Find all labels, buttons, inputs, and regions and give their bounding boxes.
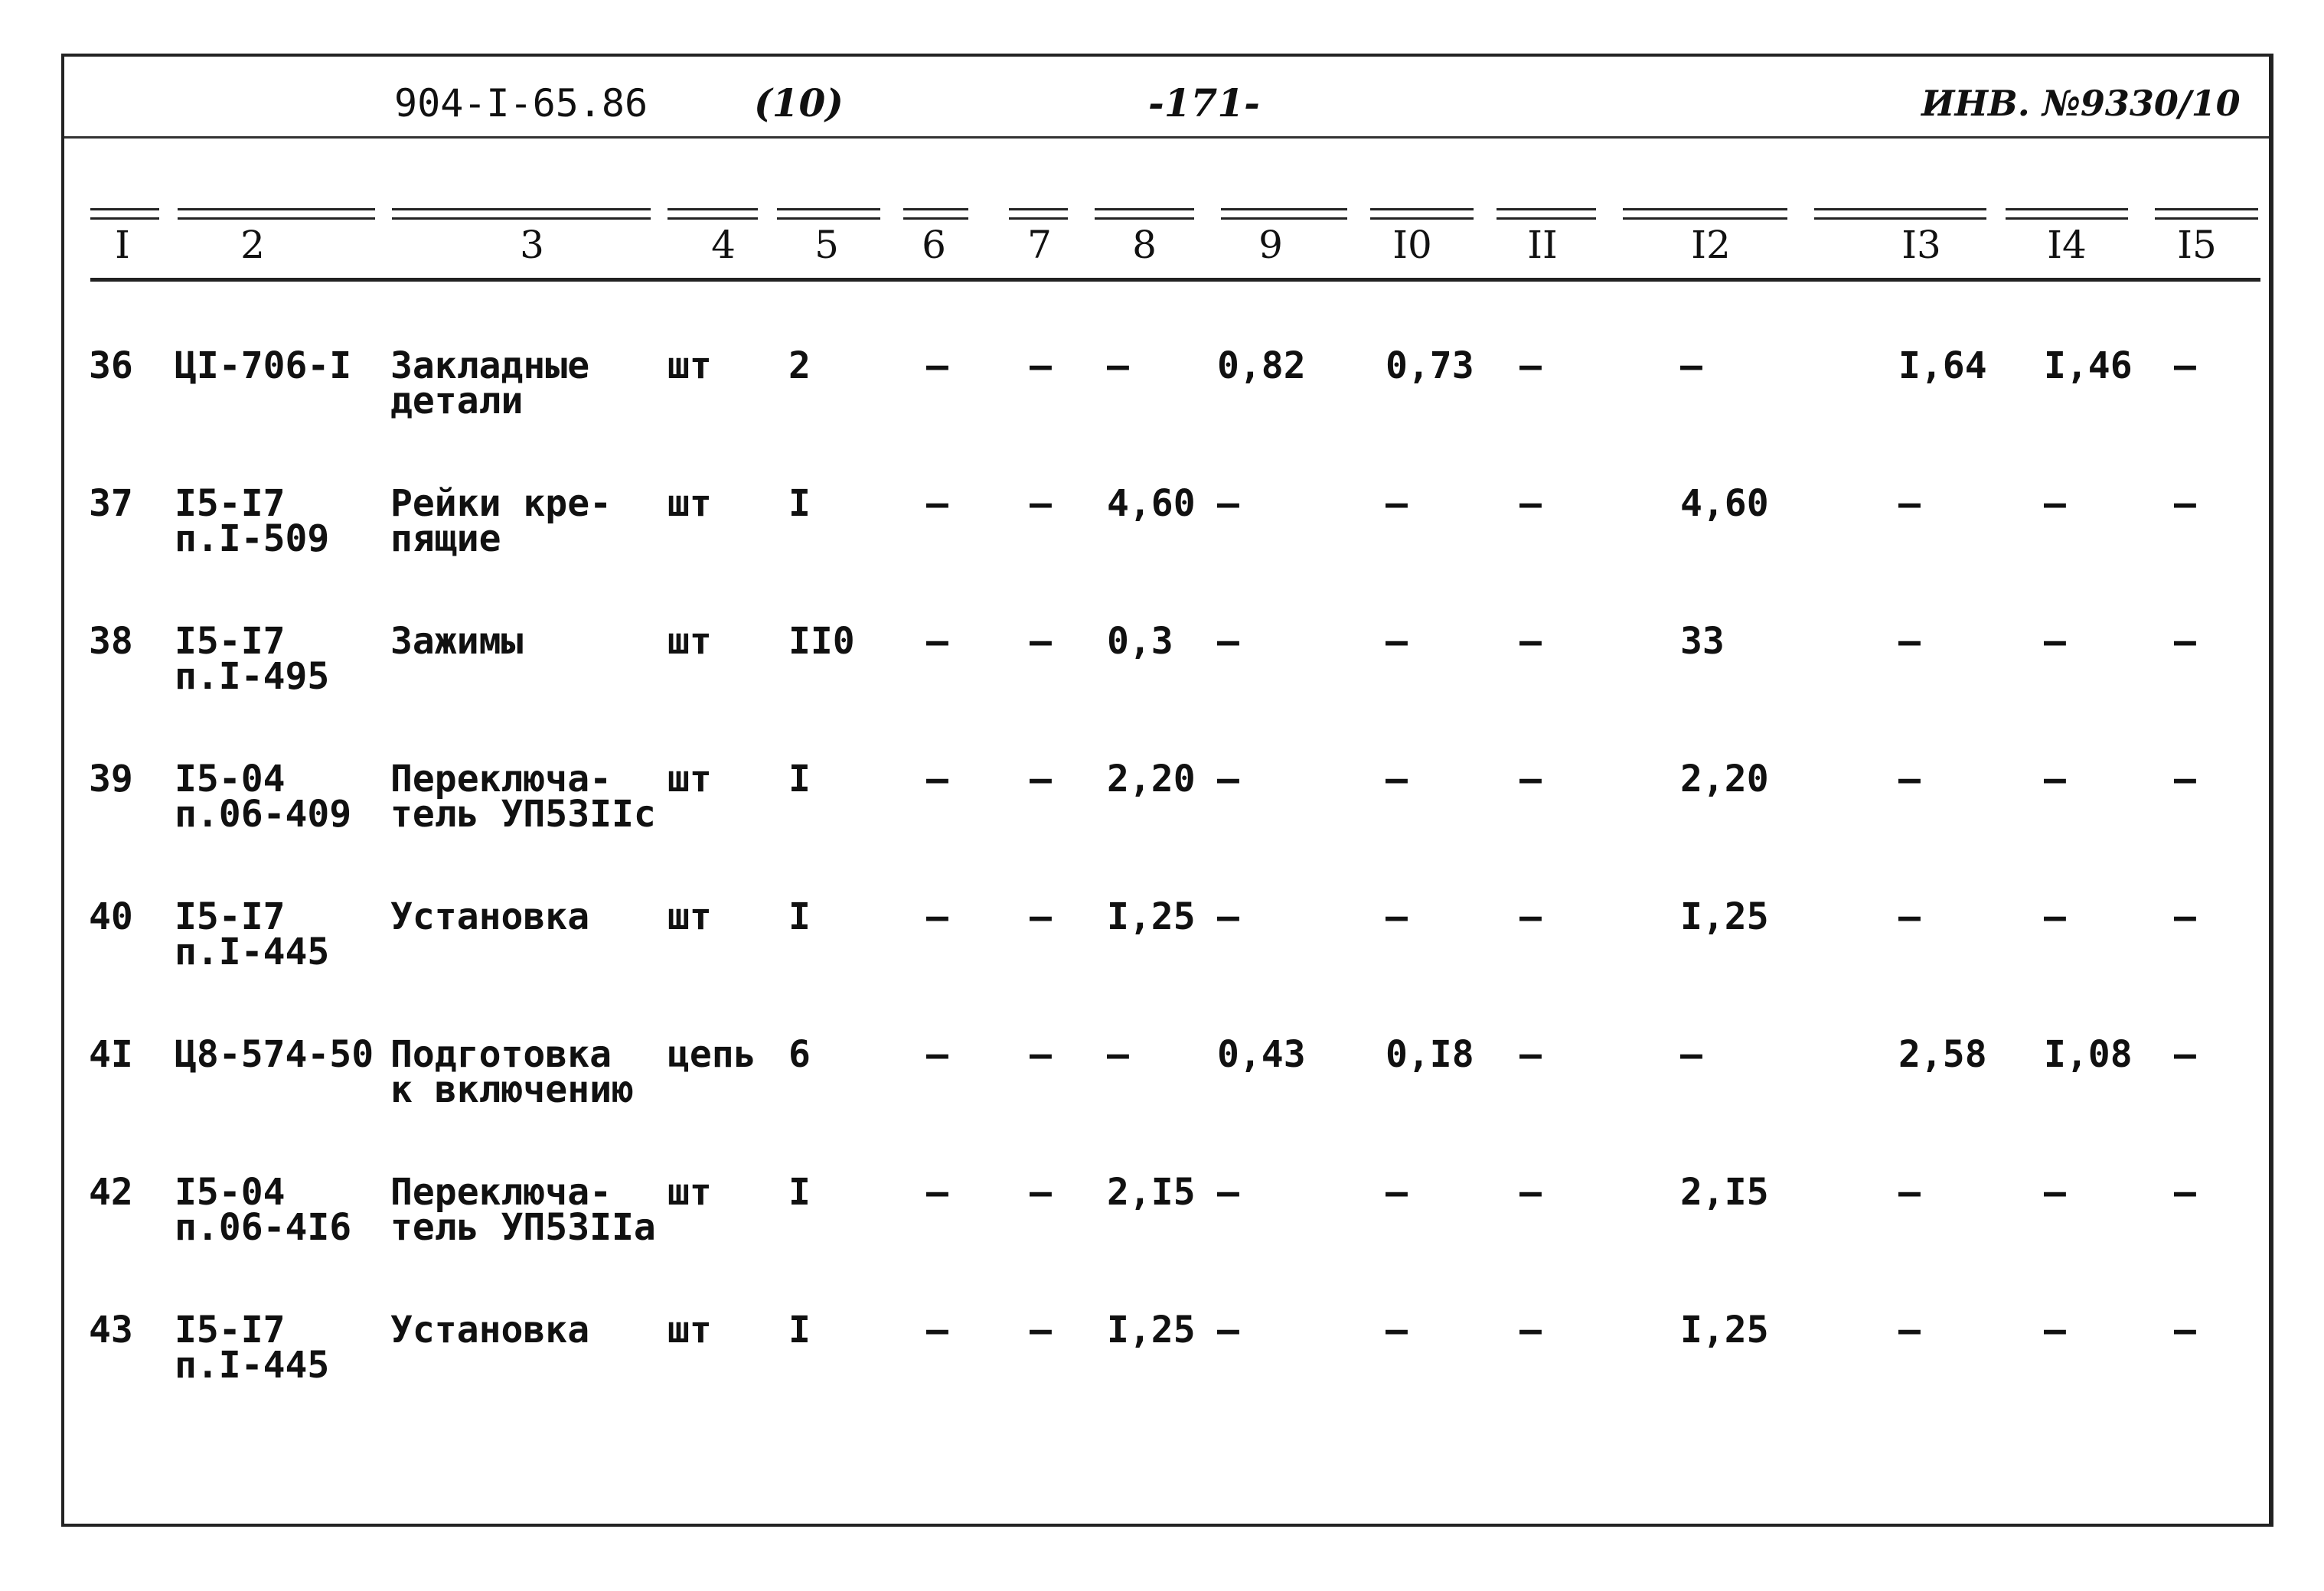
column-header-rule bbox=[1814, 208, 1986, 210]
cell-c6: – bbox=[926, 1171, 948, 1214]
column-header: I4 bbox=[2047, 223, 2087, 267]
cell-c8: 2,20 bbox=[1107, 758, 1196, 800]
cell-c15: – bbox=[2174, 344, 2196, 387]
cell-c7: – bbox=[1030, 1171, 1052, 1214]
cell-c15: – bbox=[2174, 482, 2196, 525]
cell-c14: – bbox=[2044, 895, 2066, 938]
cell-c2: I5-04 bbox=[175, 758, 286, 800]
cell-c2: I5-I7 bbox=[175, 482, 286, 525]
cell-c3: Подготовка bbox=[390, 1033, 612, 1076]
cell-c12: 4,60 bbox=[1680, 482, 1769, 525]
cell-c9: – bbox=[1217, 895, 1239, 938]
column-header-rule bbox=[1009, 217, 1068, 220]
column-header-rule bbox=[90, 208, 159, 210]
cell-c8: I,25 bbox=[1107, 1309, 1196, 1351]
cell-c4: шт bbox=[667, 1171, 712, 1214]
cell-c2-line2: п.I-445 bbox=[175, 1344, 330, 1387]
cell-c10: – bbox=[1386, 1309, 1408, 1351]
cell-c2-line2: п.I-509 bbox=[175, 517, 330, 560]
column-header: I3 bbox=[1901, 223, 1941, 267]
cell-c5: 6 bbox=[788, 1033, 811, 1076]
cell-c5: II0 bbox=[788, 620, 855, 663]
cell-c14: I,08 bbox=[2044, 1033, 2133, 1076]
cell-c9: – bbox=[1217, 1309, 1239, 1351]
cell-c13: 2,58 bbox=[1898, 1033, 1987, 1076]
column-header: 9 bbox=[1258, 223, 1283, 267]
column-header: 2 bbox=[240, 223, 265, 267]
cell-c11: – bbox=[1519, 1309, 1542, 1351]
cell-c11: – bbox=[1519, 895, 1542, 938]
cell-c13: – bbox=[1898, 1171, 1921, 1214]
cell-c14: I,46 bbox=[2044, 344, 2133, 387]
page-number: -171- bbox=[1148, 80, 1260, 126]
cell-c8: – bbox=[1107, 1033, 1129, 1076]
cell-c2: I5-04 bbox=[175, 1171, 286, 1214]
cell-c13: I,64 bbox=[1898, 344, 1987, 387]
column-header: 8 bbox=[1132, 223, 1157, 267]
cell-c2: I5-I7 bbox=[175, 1309, 286, 1351]
header-divider bbox=[64, 136, 2269, 139]
cell-c7: – bbox=[1030, 482, 1052, 525]
cell-c8: I,25 bbox=[1107, 895, 1196, 938]
cell-c2: ЦI-706-I bbox=[175, 344, 352, 387]
cell-c12: – bbox=[1680, 1033, 1702, 1076]
cell-c2-line2: п.I-445 bbox=[175, 931, 330, 973]
cell-c10: 0,I8 bbox=[1386, 1033, 1474, 1076]
cell-c1: 42 bbox=[89, 1171, 133, 1214]
cell-c15: – bbox=[2174, 895, 2196, 938]
cell-c5: I bbox=[788, 482, 811, 525]
column-header-rule bbox=[1623, 208, 1787, 210]
cell-c7: – bbox=[1030, 344, 1052, 387]
cell-c6: – bbox=[926, 344, 948, 387]
doc-code: 904-I-65.86 bbox=[394, 81, 648, 126]
cell-c1: 38 bbox=[89, 620, 133, 663]
cell-c12: I,25 bbox=[1680, 1309, 1769, 1351]
cell-c2-line2: п.06-409 bbox=[175, 793, 352, 836]
column-header-rule bbox=[1370, 217, 1474, 220]
cell-c1: 37 bbox=[89, 482, 133, 525]
cell-c1: 39 bbox=[89, 758, 133, 800]
cell-c2: Ц8-574-50 bbox=[175, 1033, 374, 1076]
cell-c13: – bbox=[1898, 1309, 1921, 1351]
cell-c15: – bbox=[2174, 1309, 2196, 1351]
cell-c12: – bbox=[1680, 344, 1702, 387]
cell-c12: 2,20 bbox=[1680, 758, 1769, 800]
cell-c5: I bbox=[788, 758, 811, 800]
cell-c4: шт bbox=[667, 620, 712, 663]
column-header-rule bbox=[392, 217, 651, 220]
cell-c9: 0,82 bbox=[1217, 344, 1306, 387]
cell-c14: – bbox=[2044, 482, 2066, 525]
column-header: 3 bbox=[520, 223, 544, 267]
cell-c7: – bbox=[1030, 1033, 1052, 1076]
cell-c15: – bbox=[2174, 620, 2196, 663]
cell-c9: – bbox=[1217, 1171, 1239, 1214]
cell-c11: – bbox=[1519, 1171, 1542, 1214]
column-header-rule bbox=[1221, 208, 1347, 210]
cell-c13: – bbox=[1898, 758, 1921, 800]
cell-c14: – bbox=[2044, 620, 2066, 663]
cell-c12: I,25 bbox=[1680, 895, 1769, 938]
cell-c10: – bbox=[1386, 620, 1408, 663]
cell-c7: – bbox=[1030, 895, 1052, 938]
cell-c11: – bbox=[1519, 482, 1542, 525]
cell-c2: I5-I7 bbox=[175, 895, 286, 938]
cell-c4: шт bbox=[667, 1309, 712, 1351]
cell-c8: – bbox=[1107, 344, 1129, 387]
cell-c6: – bbox=[926, 1309, 948, 1351]
column-header-rule bbox=[667, 208, 758, 210]
cell-c6: – bbox=[926, 1033, 948, 1076]
cell-c12: 2,I5 bbox=[1680, 1171, 1769, 1214]
column-header-rule bbox=[178, 208, 375, 210]
cell-c4: цепь bbox=[667, 1033, 756, 1076]
cell-c1: 43 bbox=[89, 1309, 133, 1351]
cell-c10: – bbox=[1386, 895, 1408, 938]
cell-c7: – bbox=[1030, 1309, 1052, 1351]
cell-c11: – bbox=[1519, 620, 1542, 663]
column-header-rule bbox=[2006, 208, 2128, 210]
cell-c13: – bbox=[1898, 482, 1921, 525]
cell-c10: – bbox=[1386, 758, 1408, 800]
cell-c3-line2: детали bbox=[390, 380, 524, 422]
column-header-rule bbox=[392, 208, 651, 210]
cell-c9: – bbox=[1217, 482, 1239, 525]
cell-c9: 0,43 bbox=[1217, 1033, 1306, 1076]
column-header-rule bbox=[777, 217, 880, 220]
column-header: II bbox=[1527, 223, 1558, 267]
cell-c11: – bbox=[1519, 758, 1542, 800]
cell-c2-line2: п.06-4I6 bbox=[175, 1206, 352, 1249]
column-header-rule bbox=[903, 208, 968, 210]
cell-c6: – bbox=[926, 758, 948, 800]
album-number: (10) bbox=[754, 80, 844, 126]
column-header-rule bbox=[1623, 217, 1787, 220]
cell-c3: Переключа- bbox=[390, 1171, 612, 1214]
cell-c5: 2 bbox=[788, 344, 811, 387]
column-header-rule bbox=[2155, 217, 2258, 220]
cell-c2-line2: п.I-495 bbox=[175, 655, 330, 698]
cell-c5: I bbox=[788, 895, 811, 938]
cell-c2: I5-I7 bbox=[175, 620, 286, 663]
column-header: 7 bbox=[1027, 223, 1052, 267]
column-header-rule bbox=[2155, 208, 2258, 210]
column-header-rule bbox=[1095, 208, 1194, 210]
cell-c13: – bbox=[1898, 620, 1921, 663]
cell-c1: 4I bbox=[89, 1033, 133, 1076]
cell-c3-line2: пящие bbox=[390, 517, 501, 560]
cell-c3: Переключа- bbox=[390, 758, 612, 800]
column-header-rule bbox=[90, 217, 159, 220]
cell-c1: 36 bbox=[89, 344, 133, 387]
column-header: I0 bbox=[1392, 223, 1432, 267]
column-header-rule bbox=[1009, 208, 1068, 210]
column-header-rule bbox=[777, 208, 880, 210]
column-header-rule bbox=[1370, 208, 1474, 210]
column-header: I bbox=[115, 223, 130, 267]
cell-c15: – bbox=[2174, 1033, 2196, 1076]
column-header-rule bbox=[178, 217, 375, 220]
cell-c11: – bbox=[1519, 344, 1542, 387]
cell-c4: шт bbox=[667, 758, 712, 800]
cell-c10: 0,73 bbox=[1386, 344, 1474, 387]
column-header-rule bbox=[1221, 217, 1347, 220]
cell-c3-line2: к включению bbox=[390, 1068, 634, 1111]
column-header-rule bbox=[903, 217, 968, 220]
cell-c6: – bbox=[926, 895, 948, 938]
column-header-rule bbox=[2006, 217, 2128, 220]
column-header: 4 bbox=[711, 223, 736, 267]
column-header-rule bbox=[1095, 217, 1194, 220]
column-header-rule bbox=[1497, 217, 1596, 220]
cell-c6: – bbox=[926, 620, 948, 663]
cell-c4: шт bbox=[667, 482, 712, 525]
cell-c14: – bbox=[2044, 758, 2066, 800]
column-header-rule bbox=[667, 217, 758, 220]
cell-c10: – bbox=[1386, 1171, 1408, 1214]
cell-c3: Зажимы bbox=[390, 620, 524, 663]
cell-c3: Рейки кре- bbox=[390, 482, 612, 525]
cell-c1: 40 bbox=[89, 895, 133, 938]
cell-c15: – bbox=[2174, 758, 2196, 800]
cell-c5: I bbox=[788, 1171, 811, 1214]
cell-c6: – bbox=[926, 482, 948, 525]
cell-c14: – bbox=[2044, 1309, 2066, 1351]
column-header: 6 bbox=[922, 223, 946, 267]
cell-c3-line2: тель УП53IIа bbox=[390, 1206, 656, 1249]
cell-c4: шт bbox=[667, 344, 712, 387]
header-bottom-rule bbox=[90, 278, 2260, 282]
column-header-rule bbox=[1814, 217, 1986, 220]
cell-c15: – bbox=[2174, 1171, 2196, 1214]
cell-c14: – bbox=[2044, 1171, 2066, 1214]
cell-c13: – bbox=[1898, 895, 1921, 938]
column-header: I5 bbox=[2177, 223, 2217, 267]
cell-c8: 2,I5 bbox=[1107, 1171, 1196, 1214]
cell-c12: 33 bbox=[1680, 620, 1725, 663]
cell-c9: – bbox=[1217, 758, 1239, 800]
cell-c3: Установка bbox=[390, 1309, 590, 1351]
cell-c3: Установка bbox=[390, 895, 590, 938]
column-header: I2 bbox=[1691, 223, 1731, 267]
cell-c10: – bbox=[1386, 482, 1408, 525]
cell-c11: – bbox=[1519, 1033, 1542, 1076]
cell-c7: – bbox=[1030, 620, 1052, 663]
cell-c4: шт bbox=[667, 895, 712, 938]
column-header-rule bbox=[1497, 208, 1596, 210]
cell-c5: I bbox=[788, 1309, 811, 1351]
cell-c8: 0,3 bbox=[1107, 620, 1173, 663]
cell-c9: – bbox=[1217, 620, 1239, 663]
inventory-number: ИНВ. №9330/10 bbox=[1921, 83, 2241, 124]
column-header: 5 bbox=[814, 223, 839, 267]
cell-c3-line2: тель УП53IIс bbox=[390, 793, 656, 836]
cell-c8: 4,60 bbox=[1107, 482, 1196, 525]
cell-c7: – bbox=[1030, 758, 1052, 800]
cell-c3: Закладные bbox=[390, 344, 590, 387]
